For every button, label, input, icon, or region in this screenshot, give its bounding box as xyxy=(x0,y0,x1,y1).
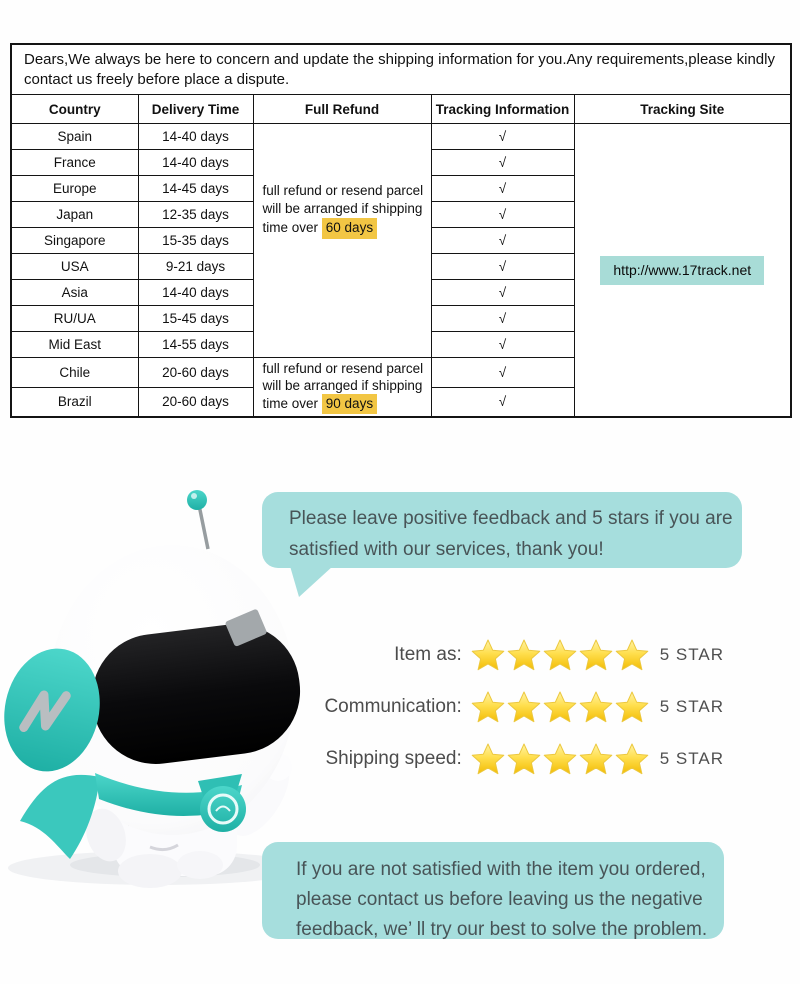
star-icon xyxy=(543,638,577,672)
country-cell: Asia xyxy=(11,280,138,306)
tracking-check-cell: √ xyxy=(431,124,574,150)
robot-antenna xyxy=(199,505,208,549)
star-icon xyxy=(507,638,541,672)
country-cell: Japan xyxy=(11,202,138,228)
delivery-time-cell: 15-45 days xyxy=(138,306,253,332)
tracking-check-cell: √ xyxy=(431,228,574,254)
tracking-check-cell: √ xyxy=(431,387,574,417)
star-icon xyxy=(615,690,649,724)
dispute-notice-line1: If you are not satisfied with the item you ordered, xyxy=(296,859,706,880)
col-header-country: Country xyxy=(11,95,138,124)
tracking-check-cell: √ xyxy=(431,150,574,176)
rating-suffix: 5 STAR xyxy=(659,749,724,768)
refund-line2: will be arranged if shipping xyxy=(262,201,423,216)
country-cell: Singapore xyxy=(11,228,138,254)
rating-suffix: 5 STAR xyxy=(659,645,724,664)
tracking-check-cell: √ xyxy=(431,332,574,358)
dispute-notice-bubble xyxy=(262,842,724,939)
rating-row-shipping-speed xyxy=(324,741,724,777)
tracking-check-cell: √ xyxy=(431,202,574,228)
refund-highlight-60days: 60 days xyxy=(322,218,377,239)
star-icon xyxy=(471,690,505,724)
col-header-tracking-information: Tracking Information xyxy=(431,95,574,124)
tracking-check-cell: √ xyxy=(431,306,574,332)
feedback-request-line1: Please leave positive feedback and 5 stars if you are xyxy=(289,508,733,529)
star-icon xyxy=(543,690,577,724)
robot-foot xyxy=(177,851,223,879)
table-header-row xyxy=(11,95,791,124)
refund-highlight-90days: 90 days xyxy=(322,394,377,414)
rating-row-item-as xyxy=(324,637,724,673)
refund-line1: full refund or resend parcel xyxy=(262,361,424,376)
feedback-request-line2: satisfied with our services, thank you! xyxy=(289,539,604,560)
table-note-row xyxy=(11,44,791,95)
rating-label: Shipping speed: xyxy=(325,748,462,769)
shipping-note-line1: Dears,We always be here to concern and update the shipping information for you.Any requirements,please kindly xyxy=(24,51,775,68)
refund-line3 xyxy=(263,394,425,414)
star-icon xyxy=(471,638,505,672)
country-cell: Spain xyxy=(11,124,138,150)
delivery-time-cell: 14-40 days xyxy=(138,280,253,306)
robot-cape xyxy=(20,775,100,859)
shipping-table xyxy=(10,43,792,418)
rating-suffix: 5 STAR xyxy=(659,697,724,716)
star-icon xyxy=(471,742,505,776)
dispute-notice-line2: please contact us before leaving us the negative xyxy=(296,889,703,910)
shipping-note-line2: contact us freely before place a dispute. xyxy=(24,71,290,88)
shipping-note xyxy=(11,44,791,95)
country-cell: USA xyxy=(11,254,138,280)
delivery-time-cell: 12-35 days xyxy=(138,202,253,228)
country-cell: RU/UA xyxy=(11,306,138,332)
refund-line2: will be arranged if shipping xyxy=(262,378,423,393)
tracking-site-link[interactable]: http://www.17track.net xyxy=(600,256,764,285)
rating-row-communication xyxy=(324,689,724,725)
delivery-time-cell: 14-45 days xyxy=(138,176,253,202)
col-header-full-refund: Full Refund xyxy=(253,95,431,124)
rating-label: Communication: xyxy=(324,696,462,717)
refund-line3 xyxy=(263,218,425,239)
col-header-tracking-site: Tracking Site xyxy=(574,95,791,124)
country-cell: Europe xyxy=(11,176,138,202)
robot-antenna-ball xyxy=(187,490,207,510)
tracking-check-cell: √ xyxy=(431,254,574,280)
refund-policy-cell-60days xyxy=(253,124,431,358)
five-star-rating xyxy=(470,742,650,776)
refund-line1: full refund or resend parcel xyxy=(262,183,424,198)
table-row xyxy=(11,124,791,150)
robot-chest-badge xyxy=(200,786,246,832)
ratings-section xyxy=(324,637,724,793)
five-star-rating xyxy=(470,638,650,672)
country-cell: France xyxy=(11,150,138,176)
star-icon xyxy=(543,742,577,776)
tracking-check-cell: √ xyxy=(431,176,574,202)
tracking-site-cell xyxy=(574,124,791,418)
delivery-time-cell: 9-21 days xyxy=(138,254,253,280)
star-icon xyxy=(615,742,649,776)
country-cell: Brazil xyxy=(11,387,138,417)
dispute-notice-line3: feedback, we’ ll try our best to solve the problem. xyxy=(296,919,708,940)
star-icon xyxy=(579,742,613,776)
tracking-check-cell: √ xyxy=(431,280,574,306)
refund-line3-prefix: time over xyxy=(262,220,322,235)
delivery-time-cell: 14-40 days xyxy=(138,150,253,176)
star-icon xyxy=(579,638,613,672)
delivery-time-cell: 20-60 days xyxy=(138,387,253,417)
rating-label: Item as: xyxy=(394,644,462,665)
feedback-request-bubble xyxy=(262,492,742,568)
delivery-time-cell: 14-55 days xyxy=(138,332,253,358)
delivery-time-cell: 15-35 days xyxy=(138,228,253,254)
robot-foot xyxy=(118,854,182,888)
star-icon xyxy=(507,742,541,776)
country-cell: Chile xyxy=(11,358,138,388)
tracking-check-cell: √ xyxy=(431,358,574,388)
refund-policy-cell-90days xyxy=(253,358,431,418)
refund-line3-prefix: time over xyxy=(262,396,322,411)
delivery-time-cell: 20-60 days xyxy=(138,358,253,388)
star-icon xyxy=(615,638,649,672)
delivery-time-cell: 14-40 days xyxy=(138,124,253,150)
star-icon xyxy=(507,690,541,724)
star-icon xyxy=(579,690,613,724)
country-cell: Mid East xyxy=(11,332,138,358)
five-star-rating xyxy=(470,690,650,724)
col-header-delivery-time: Delivery Time xyxy=(138,95,253,124)
